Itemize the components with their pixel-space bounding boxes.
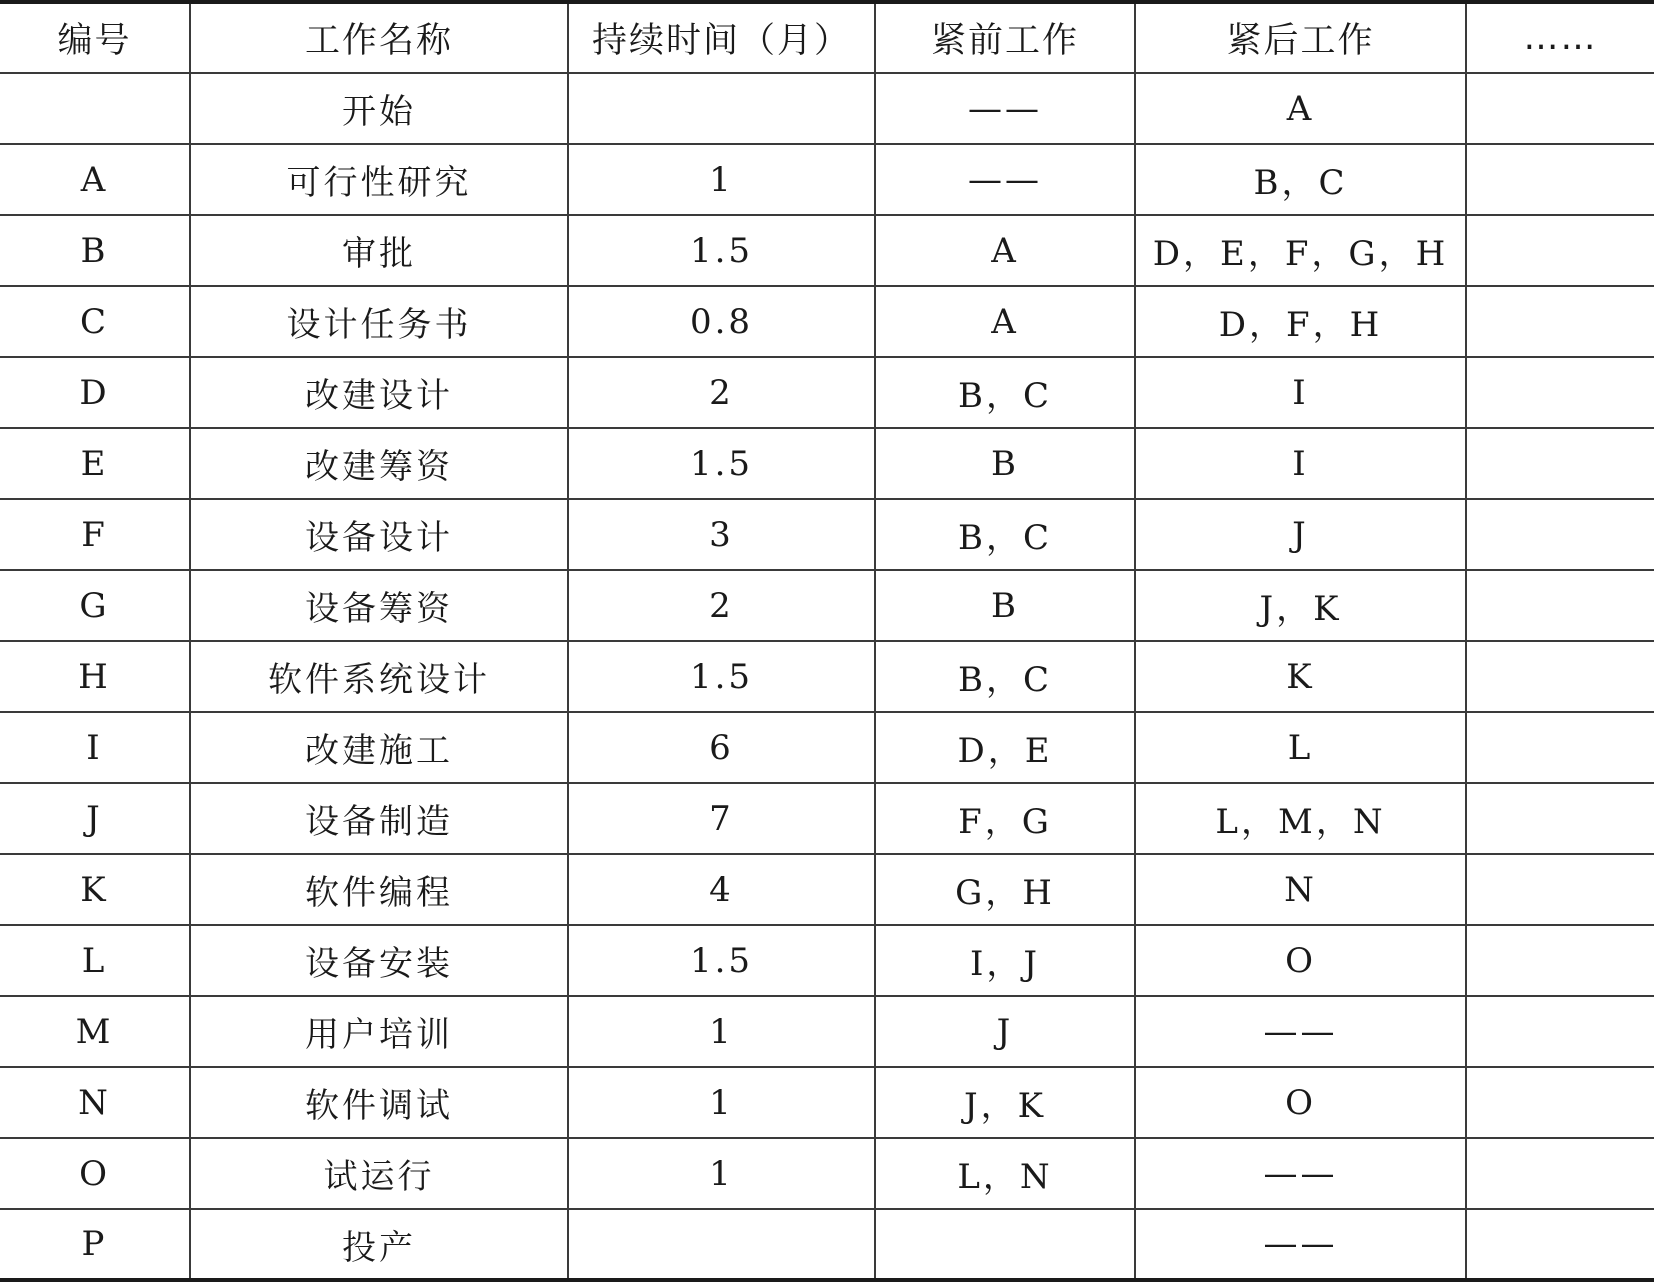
cell-extra [1466, 925, 1654, 996]
table-row [0, 499, 1654, 570]
cell-successors: B，C [1135, 144, 1466, 215]
cell-id: H [0, 641, 190, 712]
cell-name: 设备设计 [190, 499, 568, 570]
cell-extra [1466, 144, 1654, 215]
cell-predecessors: G，H [875, 854, 1135, 925]
cell-duration: 1 [568, 1138, 875, 1209]
cell-successors: J，K [1135, 570, 1466, 641]
cell-extra [1466, 428, 1654, 499]
cell-id: I [0, 712, 190, 783]
cell-successors: —— [1135, 1209, 1466, 1280]
table-row [0, 996, 1654, 1067]
cell-successors: —— [1135, 996, 1466, 1067]
cell-predecessors: —— [875, 144, 1135, 215]
cell-successors: L [1135, 712, 1466, 783]
cell-id: C [0, 286, 190, 357]
cell-name: 设备筹资 [190, 570, 568, 641]
cell-name: 设备安装 [190, 925, 568, 996]
cell-id: K [0, 854, 190, 925]
cell-successors: D，F，H [1135, 286, 1466, 357]
cell-extra [1466, 286, 1654, 357]
cell-predecessors: J [875, 996, 1135, 1067]
table-row [0, 215, 1654, 286]
cell-name: 审批 [190, 215, 568, 286]
cell-extra [1466, 215, 1654, 286]
cell-name: 改建筹资 [190, 428, 568, 499]
cell-duration: 7 [568, 783, 875, 854]
table-row [0, 641, 1654, 712]
table-row [0, 286, 1654, 357]
cell-name: 可行性研究 [190, 144, 568, 215]
table-row [0, 783, 1654, 854]
cell-duration [568, 73, 875, 144]
cell-id: N [0, 1067, 190, 1138]
cell-name: 软件调试 [190, 1067, 568, 1138]
cell-successors: J [1135, 499, 1466, 570]
header-row [0, 2, 1654, 73]
table-row [0, 144, 1654, 215]
cell-successors: O [1135, 925, 1466, 996]
cell-predecessors [875, 1209, 1135, 1280]
cell-name: 设备制造 [190, 783, 568, 854]
cell-successors: L，M，N [1135, 783, 1466, 854]
cell-predecessors: —— [875, 73, 1135, 144]
table-row [0, 854, 1654, 925]
cell-predecessors: D，E [875, 712, 1135, 783]
cell-duration: 1.5 [568, 215, 875, 286]
table-row [0, 1209, 1654, 1280]
cell-extra [1466, 996, 1654, 1067]
cell-duration: 0.8 [568, 286, 875, 357]
cell-id [0, 73, 190, 144]
table-row [0, 428, 1654, 499]
table-body [0, 73, 1654, 1280]
cell-extra [1466, 641, 1654, 712]
cell-predecessors: J，K [875, 1067, 1135, 1138]
cell-name: 改建设计 [190, 357, 568, 428]
cell-extra [1466, 73, 1654, 144]
table-row [0, 712, 1654, 783]
table-row [0, 1067, 1654, 1138]
cell-successors: O [1135, 1067, 1466, 1138]
cell-duration: 1.5 [568, 925, 875, 996]
cell-duration: 1 [568, 996, 875, 1067]
cell-name: 设计任务书 [190, 286, 568, 357]
header-extra: …… [1466, 2, 1654, 73]
cell-predecessors: B [875, 428, 1135, 499]
cell-duration: 2 [568, 357, 875, 428]
cell-predecessors: F，G [875, 783, 1135, 854]
table-row [0, 925, 1654, 996]
cell-extra [1466, 1209, 1654, 1280]
cell-id: P [0, 1209, 190, 1280]
table-row [0, 73, 1654, 144]
cell-predecessors: L，N [875, 1138, 1135, 1209]
cell-duration [568, 1209, 875, 1280]
header-predecessors: 紧前工作 [875, 2, 1135, 73]
cell-successors: I [1135, 357, 1466, 428]
cell-name: 改建施工 [190, 712, 568, 783]
cell-extra [1466, 712, 1654, 783]
cell-predecessors: B，C [875, 641, 1135, 712]
cell-duration: 1 [568, 144, 875, 215]
cell-duration: 1 [568, 1067, 875, 1138]
cell-duration: 3 [568, 499, 875, 570]
cell-predecessors: A [875, 215, 1135, 286]
cell-successors: N [1135, 854, 1466, 925]
header-duration: 持续时间（月） [568, 2, 875, 73]
cell-predecessors: B [875, 570, 1135, 641]
cell-successors: D，E，F，G，H [1135, 215, 1466, 286]
cell-predecessors: I，J [875, 925, 1135, 996]
cell-name: 开始 [190, 73, 568, 144]
cell-extra [1466, 1067, 1654, 1138]
table-row [0, 357, 1654, 428]
cell-duration: 6 [568, 712, 875, 783]
table-row [0, 1138, 1654, 1209]
cell-name: 投产 [190, 1209, 568, 1280]
cell-id: G [0, 570, 190, 641]
cell-name: 软件编程 [190, 854, 568, 925]
cell-successors: K [1135, 641, 1466, 712]
cell-predecessors: B，C [875, 499, 1135, 570]
cell-id: O [0, 1138, 190, 1209]
cell-id: D [0, 357, 190, 428]
cell-extra [1466, 499, 1654, 570]
cell-extra [1466, 570, 1654, 641]
cell-name: 用户培训 [190, 996, 568, 1067]
cell-successors: A [1135, 73, 1466, 144]
cell-id: A [0, 144, 190, 215]
table-header [0, 2, 1654, 73]
cell-id: L [0, 925, 190, 996]
cell-extra [1466, 854, 1654, 925]
cell-id: J [0, 783, 190, 854]
cell-duration: 1.5 [568, 641, 875, 712]
cell-duration: 4 [568, 854, 875, 925]
header-id: 编号 [0, 2, 190, 73]
cell-predecessors: A [875, 286, 1135, 357]
cell-name: 试运行 [190, 1138, 568, 1209]
cell-id: E [0, 428, 190, 499]
cell-extra [1466, 1138, 1654, 1209]
header-successors: 紧后工作 [1135, 2, 1466, 73]
cell-extra [1466, 783, 1654, 854]
cell-id: F [0, 499, 190, 570]
header-name: 工作名称 [190, 2, 568, 73]
cell-name: 软件系统设计 [190, 641, 568, 712]
cell-id: B [0, 215, 190, 286]
cell-successors: —— [1135, 1138, 1466, 1209]
cell-extra [1466, 357, 1654, 428]
cell-id: M [0, 996, 190, 1067]
cell-successors: I [1135, 428, 1466, 499]
cell-duration: 1.5 [568, 428, 875, 499]
cell-predecessors: B，C [875, 357, 1135, 428]
cell-duration: 2 [568, 570, 875, 641]
table-row [0, 570, 1654, 641]
